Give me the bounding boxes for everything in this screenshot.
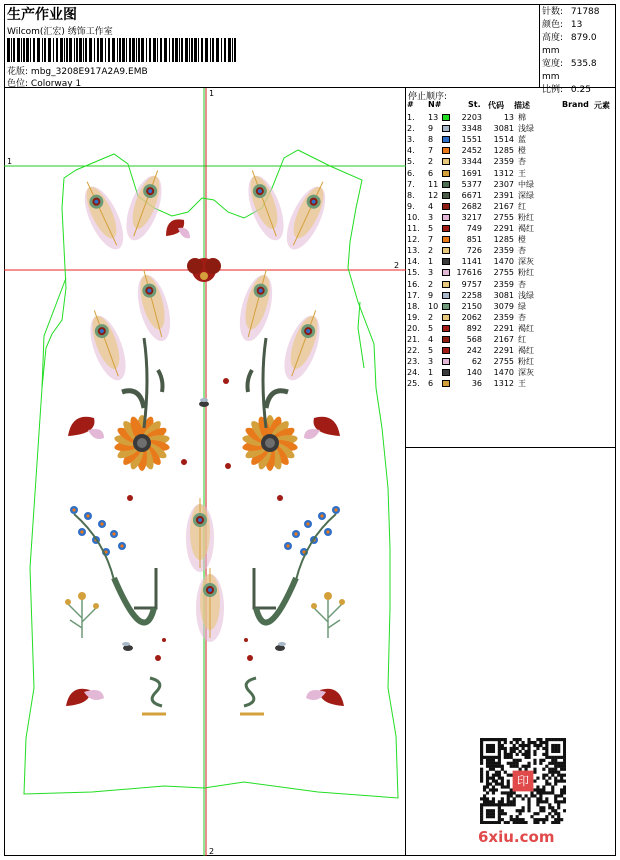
thread-code: 2307: [493, 179, 514, 189]
thread-description: 粉红: [518, 268, 534, 278]
thread-description: 蓝: [518, 135, 526, 145]
thread-description: 深灰: [518, 257, 534, 267]
table-row: [406, 112, 616, 123]
color-swatch: [442, 181, 450, 188]
stop-sequence-title: 停止顺序:: [408, 92, 448, 102]
peacock-feather: [119, 166, 171, 245]
svg-text:印: 印: [516, 773, 530, 788]
thread-code: 2359: [493, 312, 514, 322]
guide-marker-right: 2: [394, 261, 400, 270]
color-swatch: [442, 336, 450, 343]
color-swatch: [442, 281, 450, 288]
needle-number: 9: [428, 124, 434, 134]
color-swatch: [442, 292, 450, 299]
design-info-panel: [540, 4, 616, 95]
thread-code: 3079: [493, 301, 514, 311]
qr-code: [480, 738, 566, 824]
thread-code: 2755: [493, 212, 514, 222]
needle-number: 1: [428, 368, 434, 378]
thread-description: 杏: [518, 279, 526, 289]
blue-flower-cluster-right: [284, 506, 340, 580]
table-row: [406, 323, 616, 334]
row-index: 2.: [407, 124, 415, 134]
thread-description: 棉: [518, 113, 526, 122]
color-swatch: [442, 125, 450, 132]
ribbon-knot-right: [240, 678, 264, 714]
guide-marker-top: 1: [209, 89, 215, 98]
poppy-bottom-left: [66, 689, 104, 706]
color-swatch: [442, 314, 450, 321]
thread-code: 2291: [493, 323, 514, 333]
row-index: 12.: [407, 235, 420, 245]
thread-description: 深灰: [518, 368, 534, 378]
thread-code: 2291: [493, 224, 514, 233]
color-swatch: [442, 225, 450, 232]
table-row: [406, 190, 616, 201]
table-row: [406, 201, 616, 212]
peacock-feather: [186, 498, 214, 572]
stitch-count: 749: [466, 224, 482, 233]
thread-code: 1470: [493, 368, 514, 378]
needle-number: 9: [428, 290, 434, 300]
peacock-feather: [81, 306, 133, 385]
row-index: 11.: [407, 224, 420, 233]
row-index: 17.: [407, 290, 420, 300]
needle-number: 2: [428, 157, 434, 167]
embroidery-preview: [4, 88, 406, 856]
stitch-count: 针数: 71788: [542, 7, 600, 17]
table-row: [406, 356, 616, 367]
thread-description: 浅绿: [518, 290, 534, 300]
color-swatch: [442, 214, 450, 221]
garment-drawing: [4, 88, 406, 856]
row-index: 23.: [407, 357, 420, 367]
stitch-count: 2062: [461, 312, 482, 322]
row-index: 1.: [407, 113, 415, 122]
needle-number: 7: [428, 146, 434, 156]
thread-description: 褐红: [518, 224, 534, 233]
row-index: 19.: [407, 312, 420, 322]
peacock-feather: [234, 266, 280, 345]
col-brand-header: Brand: [562, 100, 589, 109]
color-swatch: [442, 258, 450, 265]
table-row: [406, 212, 616, 223]
thread-description: 中绿: [518, 179, 534, 189]
needle-number: 2: [428, 246, 434, 256]
design-label: 花版:: [7, 67, 29, 77]
thread-description: 绿: [518, 301, 526, 311]
stitch-count: 2452: [461, 146, 482, 156]
stop-sequence-table: [406, 88, 616, 448]
thread-description: 浅绿: [518, 124, 534, 134]
needle-number: 5: [428, 323, 434, 333]
thread-code: 2167: [493, 201, 514, 211]
header-panel: [4, 4, 540, 88]
garment-side-left: [42, 278, 66, 388]
needle-number: 3: [428, 357, 434, 367]
col-stitches-header: St.: [468, 100, 481, 109]
table-row: [406, 301, 616, 312]
needle-number: 7: [428, 235, 434, 245]
thread-code: 2291: [493, 346, 514, 356]
table-row: [406, 123, 616, 134]
thread-code: 1285: [493, 235, 514, 245]
needle-number: 2: [428, 312, 434, 322]
row-index: 9.: [407, 201, 415, 211]
thread-description: 红: [518, 335, 526, 344]
sunflower-left: [114, 415, 171, 471]
thread-description: 杏: [518, 246, 526, 256]
peacock-feather: [279, 176, 336, 255]
thread-description: 橙: [518, 146, 526, 156]
design-scale: 比例: 0.25: [542, 85, 591, 95]
stitch-count: 242: [466, 346, 482, 356]
thread-description: 粉红: [518, 212, 534, 222]
thread-description: 王: [518, 379, 526, 389]
row-index: 4.: [407, 146, 415, 156]
thread-description: 褐红: [518, 346, 534, 356]
stitch-count: 36: [471, 379, 482, 389]
table-row: [406, 234, 616, 245]
row-index: 5.: [407, 157, 415, 167]
stitch-count: 62: [471, 357, 482, 367]
thread-code: 1285: [493, 146, 514, 156]
color-swatch: [442, 147, 450, 154]
needle-number: 3: [428, 268, 434, 278]
row-index: 13.: [407, 246, 420, 256]
col-code-header: 代码: [488, 101, 504, 110]
col-index-header: #: [407, 100, 414, 109]
row-index: 3.: [407, 135, 415, 145]
stitch-count: 3217: [461, 212, 482, 222]
color-swatch: [442, 380, 450, 387]
thread-code: 1312: [493, 168, 514, 178]
stitch-count: 892: [466, 323, 482, 333]
needle-number: 4: [428, 335, 434, 344]
guide-marker-bottom: 2: [209, 847, 215, 856]
peacock-feather: [74, 176, 131, 255]
dandelion-right: [311, 592, 345, 638]
stitch-count: 1691: [461, 168, 482, 178]
row-index: 7.: [407, 179, 415, 189]
stitch-count: 9757: [461, 279, 482, 289]
color-swatch: [442, 236, 450, 243]
table-row: [406, 334, 616, 345]
design-width: 宽度: 535.8 mm: [542, 59, 597, 82]
row-index: 25.: [407, 379, 420, 389]
row-index: 21.: [407, 335, 420, 344]
stitch-count: 1551: [461, 135, 482, 145]
stitch-count: 5377: [461, 179, 482, 189]
stitch-count: 568: [466, 335, 482, 344]
needle-number: 4: [428, 201, 434, 211]
stitch-count: 2682: [461, 201, 482, 211]
needle-number: 5: [428, 346, 434, 356]
thread-description: 深绿: [518, 190, 534, 200]
color-swatch: [442, 114, 450, 121]
col-needle-header: N#: [428, 100, 442, 109]
row-index: 8.: [407, 190, 415, 200]
poppy-top-left: [166, 219, 190, 238]
red-poppy-center: [187, 258, 221, 282]
color-count: 颜色: 13: [542, 20, 583, 30]
garment-side-right: [358, 302, 364, 368]
green-stem-left: [114, 338, 163, 623]
colorway-value: Colorway 1: [30, 79, 82, 89]
stitch-count: 3344: [461, 157, 482, 167]
peacock-feather: [239, 166, 291, 245]
thread-code: 3081: [493, 290, 514, 300]
needle-number: 3: [428, 212, 434, 222]
needle-number: 13: [428, 113, 439, 122]
color-swatch: [442, 247, 450, 254]
needle-number: 1: [428, 257, 434, 267]
stitch-count: 2203: [461, 113, 482, 122]
watermark-site: 6xiu.com: [478, 828, 555, 846]
needle-number: 6: [428, 379, 434, 389]
table-header: [406, 100, 616, 111]
table-row: [406, 378, 616, 389]
table-row: [406, 223, 616, 234]
stitch-count: 1141: [461, 257, 482, 267]
design-file: mbg_3208E917A2A9.EMB: [30, 67, 148, 77]
thread-description: 橙: [518, 235, 526, 245]
thread-description: 杏: [518, 157, 526, 167]
row-index: 6.: [407, 168, 415, 178]
thread-description: 王: [518, 168, 526, 178]
row-index: 15.: [407, 268, 420, 278]
table-row: [406, 179, 616, 190]
peacock-feather: [277, 306, 329, 385]
needle-number: 10: [428, 301, 439, 311]
needle-number: 8: [428, 135, 434, 145]
design-height: 高度: 879.0 mm: [542, 33, 597, 56]
thread-description: 粉红: [518, 357, 534, 367]
thread-code: 1312: [493, 379, 514, 389]
row-index: 10.: [407, 212, 420, 222]
thread-code: 1470: [493, 257, 514, 267]
dandelion-left: [65, 592, 99, 638]
color-swatch: [442, 303, 450, 310]
thread-code: 2167: [493, 335, 514, 344]
needle-number: 2: [428, 279, 434, 289]
blue-flower-cluster-left: [70, 506, 126, 580]
color-swatch: [442, 269, 450, 276]
thread-code: 2391: [493, 190, 514, 200]
table-row: [406, 245, 616, 256]
row-index: 16.: [407, 279, 420, 289]
row-index: 22.: [407, 346, 420, 356]
bee-center: [199, 398, 209, 407]
table-row: [406, 168, 616, 179]
color-swatch: [442, 347, 450, 354]
thread-description: 杏: [518, 312, 526, 322]
color-swatch: [442, 192, 450, 199]
bee-right: [275, 642, 286, 651]
color-swatch: [442, 158, 450, 165]
bee-left: [122, 642, 133, 651]
poppy-left: [68, 417, 104, 439]
stitch-count: 726: [466, 246, 482, 256]
color-swatch: [442, 369, 450, 376]
color-swatch: [442, 136, 450, 143]
row-index: 14.: [407, 257, 420, 267]
table-row: [406, 279, 616, 290]
stitch-count: 6671: [461, 190, 482, 200]
row-index: 18.: [407, 301, 420, 311]
table-row: [406, 134, 616, 145]
thread-code: 3081: [493, 124, 514, 134]
table-row: [406, 345, 616, 356]
poppy-right: [304, 417, 340, 439]
colorway-label: 色位:: [7, 79, 29, 89]
sunflower-right: [242, 415, 299, 471]
page-title: 生产作业图: [7, 7, 77, 23]
needle-number: 12: [428, 190, 439, 200]
table-row: [406, 312, 616, 323]
thread-code: 1514: [493, 135, 514, 145]
row-index: 20.: [407, 323, 420, 333]
color-swatch: [442, 358, 450, 365]
thread-code: 13: [503, 113, 514, 122]
table-row: [406, 367, 616, 378]
color-swatch: [442, 170, 450, 177]
thread-code: 2755: [493, 268, 514, 278]
thread-code: 2359: [493, 157, 514, 167]
stitch-count: 851: [466, 235, 482, 245]
needle-number: 5: [428, 224, 434, 233]
stitch-count: 3348: [461, 124, 482, 134]
thread-description: 红: [518, 201, 526, 211]
peacock-feather: [130, 266, 176, 345]
company-name: Wilcom(汇宏) 绣饰工作室: [7, 27, 113, 37]
table-row: [406, 267, 616, 278]
thread-code: 2359: [493, 246, 514, 256]
ribbon-knot-left: [142, 678, 166, 714]
thread-code: 2755: [493, 357, 514, 367]
table-row: [406, 290, 616, 301]
green-stem-right: [248, 338, 297, 623]
peacock-feather: [196, 568, 224, 642]
row-index: 24.: [407, 368, 420, 378]
stitch-count: 2150: [461, 301, 482, 311]
thread-description: 褐红: [518, 323, 534, 333]
barcode: [7, 38, 239, 62]
col-desc-header: 描述: [514, 101, 530, 110]
thread-code: 2359: [493, 279, 514, 289]
needle-number: 11: [428, 179, 439, 189]
table-row: [406, 145, 616, 156]
table-row: [406, 256, 616, 267]
stitch-count: 140: [466, 368, 482, 378]
stitch-count: 2258: [461, 290, 482, 300]
guide-marker-left: 1: [7, 157, 13, 166]
poppy-bottom-right: [306, 689, 344, 706]
table-row: [406, 156, 616, 167]
stitch-count: 17616: [456, 268, 482, 278]
color-swatch: [442, 325, 450, 332]
color-swatch: [442, 203, 450, 210]
col-element-header: 元素: [594, 101, 610, 110]
needle-number: 6: [428, 168, 434, 178]
